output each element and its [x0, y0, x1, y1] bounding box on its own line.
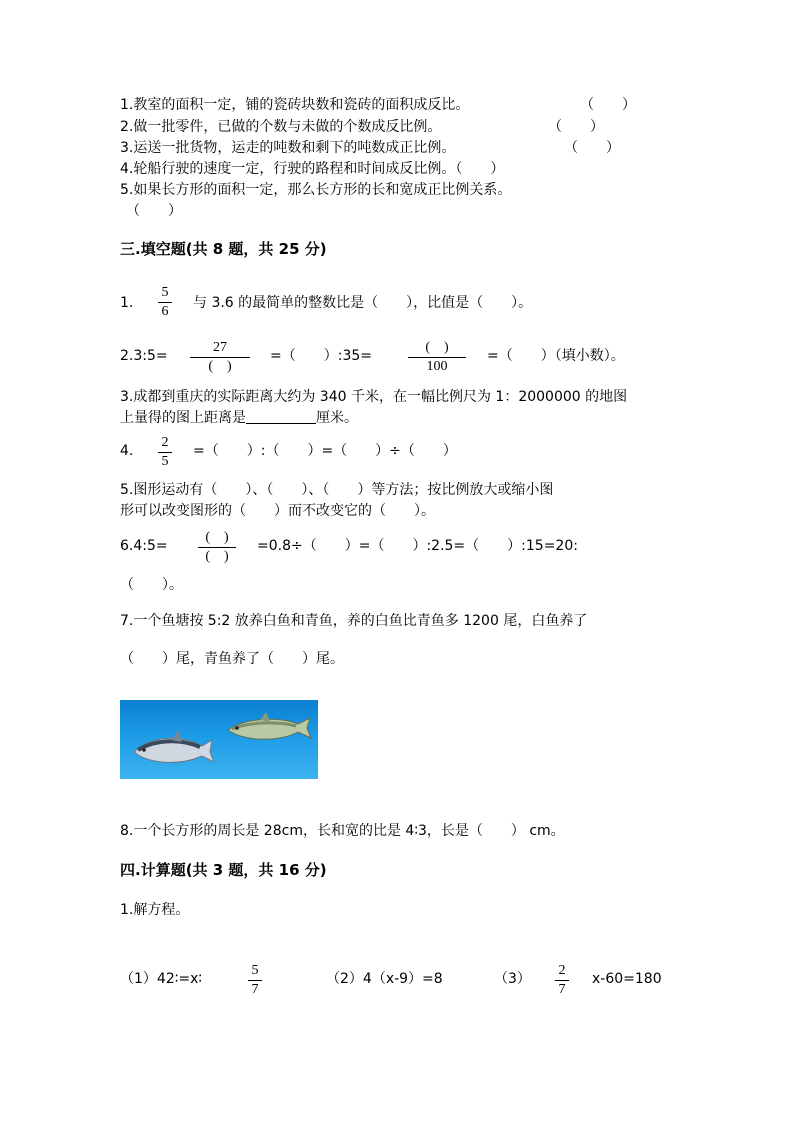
calc-problem-3: （3）	[494, 971, 531, 987]
q6-middle: =0.8÷（ ）=（ ）:2.5=（ ）:15=20:	[257, 538, 578, 554]
q6-frac-numerator: ( )	[205, 530, 229, 545]
q2-frac1-bar	[190, 357, 250, 358]
calc-p3-frac-numerator: 2	[558, 963, 566, 978]
tf-item-3: 3.运送一批货物，运走的吨数和剩下的吨数成正比例。	[120, 140, 456, 156]
q2-frac1-numerator: 27	[213, 340, 227, 355]
tf-item-2: 2.做一批零件，已做的个数与未做的个数成反比例。	[120, 119, 442, 135]
q7-line-2: （ ）尾，青鱼养了（ ）尾。	[120, 651, 344, 667]
salmon-icon	[228, 712, 311, 739]
q2-frac2-bar	[408, 357, 466, 358]
q8-text: 8.一个长方形的周长是 28cm，长和宽的比是 4∶3，长是（ ） cm。	[120, 823, 565, 839]
q4-frac-bar	[158, 452, 172, 453]
q7-line-1: 7.一个鱼塘按 5:2 放养白鱼和青鱼，养的白鱼比青鱼多 1200 尾，白鱼养了	[120, 613, 588, 629]
q2-fraction-1	[190, 340, 250, 375]
q6-frac-bar	[198, 547, 236, 548]
tf-item-4: 4.轮船行驶的速度一定，行驶的路程和时间成反比例。（ ）	[120, 161, 505, 177]
q2-start: 2.3:5=	[120, 348, 168, 364]
section-four-title: 四.计算题(共 3 题，共 16 分)	[120, 861, 327, 879]
q3-line-1: 3.成都到重庆的实际距离大约为 340 千米，在一幅比例尺为 1：2000000 的地图	[120, 389, 628, 405]
q6-fraction	[198, 530, 236, 565]
tf-paren-5: （ ）	[126, 203, 182, 219]
calc-problem-3-tail: x-60=180	[592, 971, 662, 987]
calc-p1-frac-numerator: 5	[251, 963, 259, 978]
q2-frac1-denominator: ( )	[208, 359, 232, 374]
q2-middle: =（ ）:35=	[270, 348, 372, 364]
tuna-icon	[134, 730, 214, 762]
calc-p1-fraction	[248, 963, 262, 998]
section-three-title: 三.填空题(共 8 题，共 25 分)	[120, 240, 327, 258]
q5-line-1: 5.图形运动有（ ）、（ ）、（ ）等方法；按比例放大或缩小图	[120, 482, 554, 498]
q4-fraction	[158, 435, 172, 470]
fish-picture	[120, 700, 318, 779]
q3-line-2-start: 上量得的图上距离是	[120, 410, 246, 426]
q4-frac-numerator: 2	[161, 435, 169, 450]
calc-p3-frac-denominator: 7	[558, 982, 566, 997]
calc-title: 1.解方程。	[120, 902, 190, 918]
q6-start: 6.4:5=	[120, 538, 168, 554]
q2-frac2-denominator: 100	[426, 359, 448, 374]
q2-end: =（ ）（填小数）。	[487, 348, 625, 364]
tf-item-1: 1.教室的面积一定，铺的瓷砖块数和瓷砖的面积成反比。	[120, 97, 470, 113]
q4-frac-denominator: 5	[161, 454, 169, 469]
q2-fraction-2	[408, 340, 466, 375]
tf-paren-2: （ ）	[548, 119, 604, 135]
q1-frac-bar	[158, 302, 172, 303]
q4-number: 4.	[120, 443, 134, 459]
q6-line-2: （ ）。	[120, 577, 183, 593]
q3-line-2-end: 厘米。	[316, 410, 358, 426]
q3-line-2	[120, 409, 358, 427]
calc-p3-fraction	[555, 963, 569, 998]
q1-fraction	[158, 285, 172, 320]
tf-paren-1: （ ）	[580, 97, 636, 113]
q5-line-2: 形可以改变图形的（ ）而不改变它的（ ）。	[120, 503, 435, 519]
calc-p1-frac-denominator: 7	[251, 982, 259, 997]
calc-p1-frac-bar	[248, 980, 262, 981]
tf-item-5: 5.如果长方形的面积一定，那么长方形的长和宽成正比例关系。	[120, 182, 512, 198]
tf-paren-3: （ ）	[564, 140, 620, 156]
fish-illustration	[120, 700, 318, 779]
calc-p3-frac-bar	[555, 980, 569, 981]
q1-number: 1.	[120, 295, 134, 311]
q6-frac-denominator: ( )	[205, 549, 229, 564]
calc-problem-2: （2）4（x-9）=8	[326, 971, 443, 987]
q1-frac-numerator: 5	[161, 285, 169, 300]
q4-text: =（ ）:（ ）=（ ）÷（ ）	[193, 443, 457, 459]
q1-text: 与 3.6 的最简单的整数比是（ ），比值是（ ）。	[193, 295, 533, 311]
q2-frac2-numerator: ( )	[425, 340, 449, 355]
calc-problem-1: （1）42∶=x∶	[120, 971, 203, 987]
q3-answer-blank	[246, 409, 316, 424]
q1-frac-denominator: 6	[161, 304, 169, 319]
